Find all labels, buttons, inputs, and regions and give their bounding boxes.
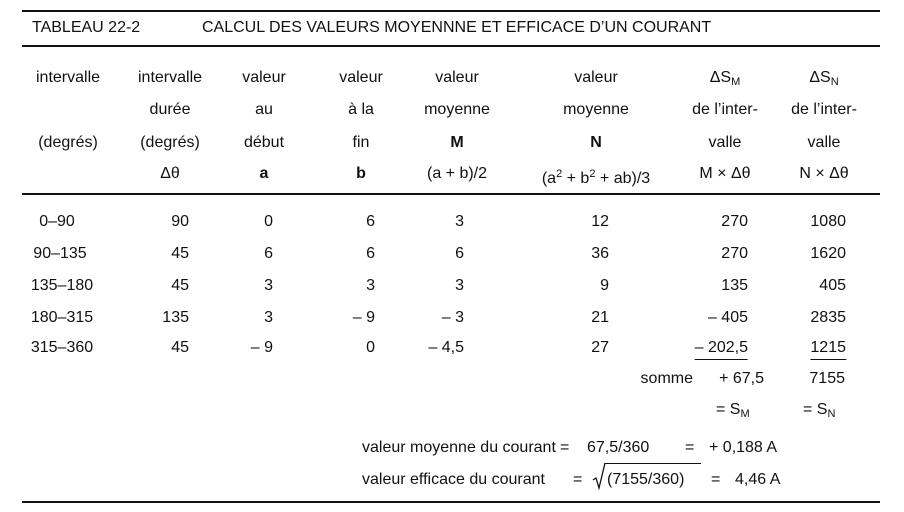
table-cell: – 405 <box>707 309 748 326</box>
table-cell: 315–360 <box>30 339 94 356</box>
table-cell: 21 <box>591 309 609 326</box>
rms-current-eq1: = <box>573 471 583 488</box>
table-cell: 45 <box>171 245 189 262</box>
table-cell: 6 <box>366 245 375 262</box>
sum-label: somme <box>640 370 693 387</box>
sqrt-icon <box>592 462 606 490</box>
rms-current-value: 4,46 A <box>735 471 781 488</box>
header-start-3: début <box>243 134 285 151</box>
table-cell: 135 <box>162 309 189 326</box>
header-mean-m-1: valeur <box>435 69 479 86</box>
rms-current-label: valeur efficace du courant <box>362 471 545 488</box>
table-cell: 270 <box>721 245 748 262</box>
header-mean-n-formula: $(a^2 + b^2 + ab)/3$ <box>541 168 651 187</box>
table-cell: 3 <box>366 277 375 294</box>
sum-m: + 67,5 <box>719 370 764 387</box>
table-cell: 180–315 <box>30 309 94 326</box>
header-duration-1: intervalle <box>137 69 203 86</box>
header-delta-sm-2: de l’inter- <box>692 101 758 118</box>
table-cell: 2835 <box>810 309 846 326</box>
table-cell: 6 <box>366 213 375 230</box>
bottom-rule <box>22 501 880 503</box>
table-cell: 1620 <box>810 245 846 262</box>
header-mean-m-formula: (a + b)/2 <box>426 165 488 182</box>
table-cell: 3 <box>455 277 464 294</box>
table-title: CALCUL DES VALEURS MOYENNNE ET EFFICACE D’UN COURANT <box>202 19 712 36</box>
table-cell: 3 <box>264 309 273 326</box>
table-cell: 135 <box>721 277 748 294</box>
table-cell: 3 <box>264 277 273 294</box>
header-delta-sn-formula: N × Δθ <box>799 165 849 182</box>
header-interval-unit: (degrés) <box>38 134 98 151</box>
header-start-1: valeur <box>242 69 286 86</box>
table-cell: 3 <box>455 213 464 230</box>
table-cell: 45 <box>171 339 189 356</box>
mean-current-eq1: = <box>560 439 570 456</box>
mean-current-label: valeur moyenne du courant <box>362 439 556 456</box>
header-end-symbol: b <box>356 165 366 182</box>
header-mean-n-2: moyenne <box>563 101 629 118</box>
header-delta-sm-formula: M × Δθ <box>699 165 751 182</box>
header-duration-3: (degrés) <box>140 134 200 151</box>
header-delta-sm: $\Delta S_M$ <box>709 69 741 88</box>
table-cell: 6 <box>264 245 273 262</box>
table-cell: 12 <box>591 213 609 230</box>
header-mean-m-2: moyenne <box>424 101 490 118</box>
header-duration-2: durée <box>149 101 191 118</box>
header-mean-n-symbol: N <box>590 134 602 151</box>
table-cell: 36 <box>591 245 609 262</box>
header-start-2: au <box>255 101 273 118</box>
sum-n: 7155 <box>809 370 845 387</box>
table-cell: 1215 <box>810 338 846 360</box>
mean-current-value: + 0,188 A <box>709 439 778 456</box>
table-cell: 90–135 <box>33 245 87 262</box>
rms-current-expr: (7155/360) <box>607 471 685 488</box>
table-cell: – 3 <box>441 309 464 326</box>
header-end-3: fin <box>352 134 370 151</box>
header-mean-n-1: valeur <box>574 69 618 86</box>
rms-current-eq2: = <box>711 471 721 488</box>
header-delta-sm-3: valle <box>708 134 742 151</box>
table-cell: – 4,5 <box>428 339 464 356</box>
header-delta-sn: $\Delta S_N$ <box>809 69 839 88</box>
table-number: TABLEAU 22-2 <box>32 19 141 36</box>
header-interval: intervalle <box>35 69 101 86</box>
table-cell: 0 <box>366 339 375 356</box>
sqrt-bar <box>605 463 701 464</box>
mean-current-eq2: = <box>685 439 695 456</box>
table-cell: 90 <box>171 213 189 230</box>
header-delta-sn-3: valle <box>807 134 841 151</box>
table-cell: 270 <box>721 213 748 230</box>
header-end-2: à la <box>348 101 374 118</box>
table-cell: 1080 <box>810 213 846 230</box>
top-rule <box>22 10 880 12</box>
table-cell: 0–90 <box>39 213 75 230</box>
table-cell: – 9 <box>250 339 273 356</box>
header-end-1: valeur <box>339 69 383 86</box>
table-cell: 0 <box>264 213 273 230</box>
table-cell: 6 <box>455 245 464 262</box>
table-cell: 9 <box>600 277 609 294</box>
header-mean-m-symbol: M <box>450 134 464 151</box>
title-rule <box>22 45 880 47</box>
header-duration-symbol: Δθ <box>160 165 180 182</box>
mean-current-expr: 67,5/360 <box>587 439 650 456</box>
table-cell: – 9 <box>352 309 375 326</box>
sum-n-symbol: = $S_N$ <box>803 401 836 420</box>
table-cell: 45 <box>171 277 189 294</box>
header-delta-sn-2: de l’inter- <box>791 101 857 118</box>
header-start-symbol: a <box>259 165 269 182</box>
sum-m-symbol: = $S_M$ <box>716 401 750 420</box>
table-cell: 27 <box>591 339 609 356</box>
table-cell: 135–180 <box>30 277 94 294</box>
header-rule <box>22 193 880 195</box>
table-cell: – 202,5 <box>695 338 748 360</box>
table-cell: 405 <box>819 277 846 294</box>
